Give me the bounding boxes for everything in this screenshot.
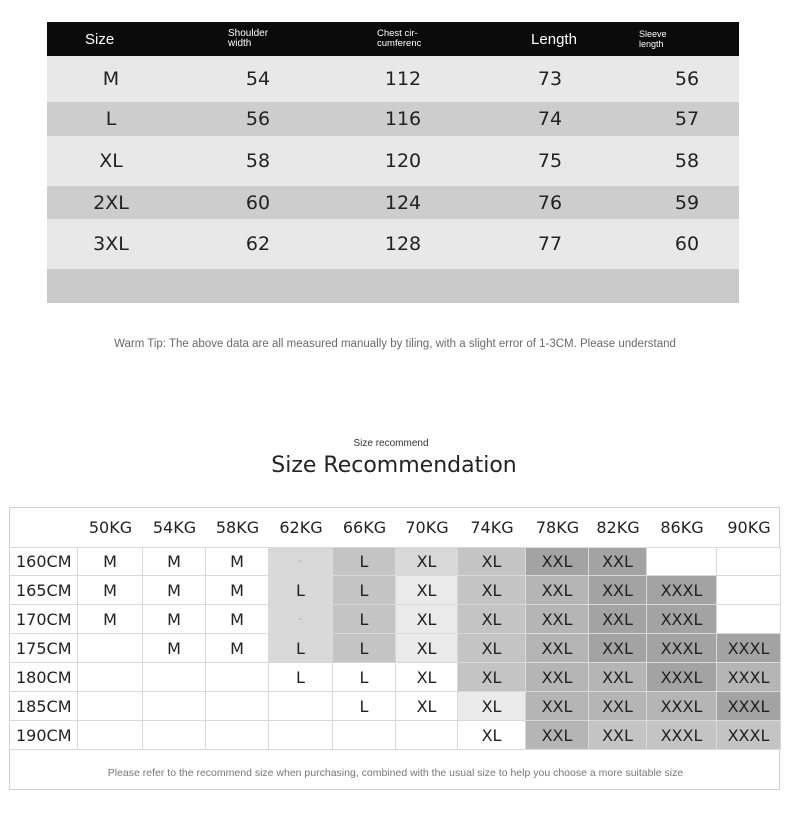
size-cell: XXL xyxy=(589,634,647,663)
height-row xyxy=(10,663,781,692)
weight-header: 70KG xyxy=(405,518,449,537)
header-shoulder-width xyxy=(175,29,341,49)
chest-value: 120 xyxy=(384,150,422,172)
size-cell: ~ xyxy=(269,605,333,634)
size-cell: XXL xyxy=(526,605,589,634)
size-cell: L xyxy=(333,605,396,634)
size-cell: XXXL xyxy=(647,576,717,605)
size-cell xyxy=(396,721,458,750)
height-label: 165CM xyxy=(10,576,78,605)
size-label: 2XL xyxy=(93,191,129,214)
size-cell: XXL xyxy=(526,634,589,663)
height-row xyxy=(10,576,781,605)
size-cell: XXL xyxy=(526,547,589,576)
sleeve-value: 57 xyxy=(674,108,700,130)
sleeve-value: 58 xyxy=(674,150,700,172)
size-row-3xl xyxy=(47,219,739,269)
size-cell: XXL xyxy=(526,663,589,692)
shoulder-value: 56 xyxy=(245,108,271,130)
weight-header: 86KG xyxy=(660,518,704,537)
height-row xyxy=(10,721,781,750)
header-chest-line2: cumferenc xyxy=(377,38,422,49)
size-cell: XL xyxy=(396,663,458,692)
size-cell: XL xyxy=(458,547,526,576)
size-cell: XXL xyxy=(589,576,647,605)
size-cell xyxy=(206,721,269,750)
height-label: 185CM xyxy=(10,692,78,721)
weight-header: 90KG xyxy=(727,518,771,537)
chest-value: 112 xyxy=(384,68,422,90)
size-cell: M xyxy=(143,605,206,634)
size-cell: XXL xyxy=(526,721,589,750)
sleeve-value: 59 xyxy=(674,191,700,214)
weight-header: 50KG xyxy=(88,518,133,537)
size-cell: XXXL xyxy=(717,692,781,721)
size-cell: XL xyxy=(458,663,526,692)
size-cell: L xyxy=(269,634,333,663)
size-row-xl xyxy=(47,136,739,186)
size-cell xyxy=(143,692,206,721)
chest-value: 116 xyxy=(384,108,422,130)
height-label: 160CM xyxy=(10,547,78,576)
size-row-m xyxy=(47,56,739,102)
weight-header: 74KG xyxy=(470,518,514,537)
size-cell xyxy=(78,721,143,750)
size-cell: XXXL xyxy=(717,721,781,750)
size-cell xyxy=(206,692,269,721)
size-cell: XL xyxy=(458,721,526,750)
size-cell: XXL xyxy=(589,692,647,721)
size-cell xyxy=(143,721,206,750)
size-cell: XXL xyxy=(589,663,647,692)
length-value: 73 xyxy=(537,68,563,90)
size-chart-header xyxy=(47,22,739,56)
size-cell: XL xyxy=(396,634,458,663)
weight-header: 78KG xyxy=(535,518,580,537)
header-shoulder-line1: Shoulder xyxy=(228,28,269,39)
size-cell: XXL xyxy=(589,605,647,634)
header-shoulder-line2: width xyxy=(228,38,252,49)
size-cell: XXXL xyxy=(717,663,781,692)
header-sleeve-line2: length xyxy=(639,39,664,49)
length-value: 75 xyxy=(537,150,563,172)
shoulder-value: 54 xyxy=(245,68,271,90)
size-cell: XL xyxy=(396,547,458,576)
size-cell: XXXL xyxy=(647,663,717,692)
size-cell: XXL xyxy=(589,721,647,750)
warm-tip-text: Warm Tip: The above data are all measured manually by tiling, with a slight error of 1-3CM. Please understand xyxy=(114,338,676,350)
size-label: 3XL xyxy=(93,233,129,255)
sleeve-value: 56 xyxy=(674,68,700,90)
header-size: Size xyxy=(85,30,115,48)
size-cell: L xyxy=(333,692,396,721)
weight-header: 62KG xyxy=(279,518,323,537)
size-cell: M xyxy=(78,576,143,605)
size-label: L xyxy=(105,108,117,130)
shoulder-value: 60 xyxy=(245,191,271,214)
size-chart-table xyxy=(47,22,739,303)
size-cell: ~ xyxy=(269,547,333,576)
size-cell: M xyxy=(143,576,206,605)
size-cell: M xyxy=(78,547,143,576)
size-cell: XXXL xyxy=(717,634,781,663)
size-cell: L xyxy=(269,576,333,605)
weight-header: 54KG xyxy=(152,518,197,537)
size-cell: XL xyxy=(396,605,458,634)
size-cell: XL xyxy=(458,634,526,663)
size-cell: M xyxy=(78,605,143,634)
size-cell xyxy=(78,634,143,663)
size-cell: XL xyxy=(396,576,458,605)
size-cell: L xyxy=(333,634,396,663)
size-cell: L xyxy=(333,547,396,576)
weight-header-row xyxy=(10,508,781,547)
height-label: 180CM xyxy=(10,663,78,692)
height-label: 175CM xyxy=(10,634,78,663)
size-cell xyxy=(269,721,333,750)
header-chest-line1: Chest cir- xyxy=(377,28,418,39)
size-cell: M xyxy=(206,634,269,663)
size-cell: XXL xyxy=(526,576,589,605)
size-cell xyxy=(78,692,143,721)
size-cell: L xyxy=(333,663,396,692)
recommendation-note: Please refer to the recommend size when purchasing, combined with the usual size to help you choose a more suitable size xyxy=(107,767,684,779)
recommendation-table-box xyxy=(9,507,780,790)
height-row xyxy=(10,547,781,576)
size-cell: L xyxy=(333,576,396,605)
height-label: 170CM xyxy=(10,605,78,634)
sleeve-value: 60 xyxy=(674,233,700,255)
weight-header: 58KG xyxy=(215,518,260,537)
size-cell xyxy=(647,547,717,576)
recommendation-table xyxy=(10,508,781,750)
size-cell: M xyxy=(143,547,206,576)
shoulder-value: 62 xyxy=(245,233,271,255)
size-label: XL xyxy=(99,150,123,172)
shoulder-value: 58 xyxy=(245,150,271,172)
size-cell xyxy=(206,663,269,692)
height-row xyxy=(10,634,781,663)
size-cell xyxy=(717,605,781,634)
size-label: M xyxy=(102,68,120,90)
size-cell: XXXL xyxy=(647,634,717,663)
size-row-2xl xyxy=(47,186,739,219)
length-value: 77 xyxy=(537,233,563,255)
size-row-empty xyxy=(47,269,739,303)
header-chest xyxy=(341,29,465,49)
weight-header: 82KG xyxy=(596,518,640,537)
header-sleeve xyxy=(635,29,739,49)
size-cell xyxy=(78,663,143,692)
size-cell xyxy=(269,692,333,721)
size-cell: XXXL xyxy=(647,692,717,721)
recommendation-rows xyxy=(10,547,781,750)
size-cell xyxy=(717,547,781,576)
height-row xyxy=(10,605,781,634)
size-cell: M xyxy=(206,605,269,634)
size-cell: XL xyxy=(396,692,458,721)
size-cell: XXXL xyxy=(647,605,717,634)
header-length: Length xyxy=(531,30,577,48)
size-cell: M xyxy=(206,576,269,605)
header-sleeve-line1: Sleeve xyxy=(639,29,667,39)
size-cell: XXXL xyxy=(647,721,717,750)
size-recommend-caption: Size recommend xyxy=(353,438,429,449)
size-cell: XL xyxy=(458,576,526,605)
size-cell: XL xyxy=(458,605,526,634)
size-cell: XXL xyxy=(526,692,589,721)
length-value: 74 xyxy=(537,108,563,130)
weight-header: 66KG xyxy=(342,518,387,537)
height-label: 190CM xyxy=(10,721,78,750)
chest-value: 128 xyxy=(384,233,422,255)
size-cell xyxy=(143,663,206,692)
size-row-l xyxy=(47,102,739,136)
length-value: 76 xyxy=(537,191,563,214)
size-cell xyxy=(717,576,781,605)
size-cell xyxy=(333,721,396,750)
size-cell: M xyxy=(206,547,269,576)
size-cell: M xyxy=(143,634,206,663)
size-cell: XXL xyxy=(589,547,647,576)
size-cell: XL xyxy=(458,692,526,721)
height-row xyxy=(10,692,781,721)
size-cell: L xyxy=(269,663,333,692)
size-recommendation-title: Size Recommendation xyxy=(271,453,517,478)
chest-value: 124 xyxy=(384,191,422,214)
